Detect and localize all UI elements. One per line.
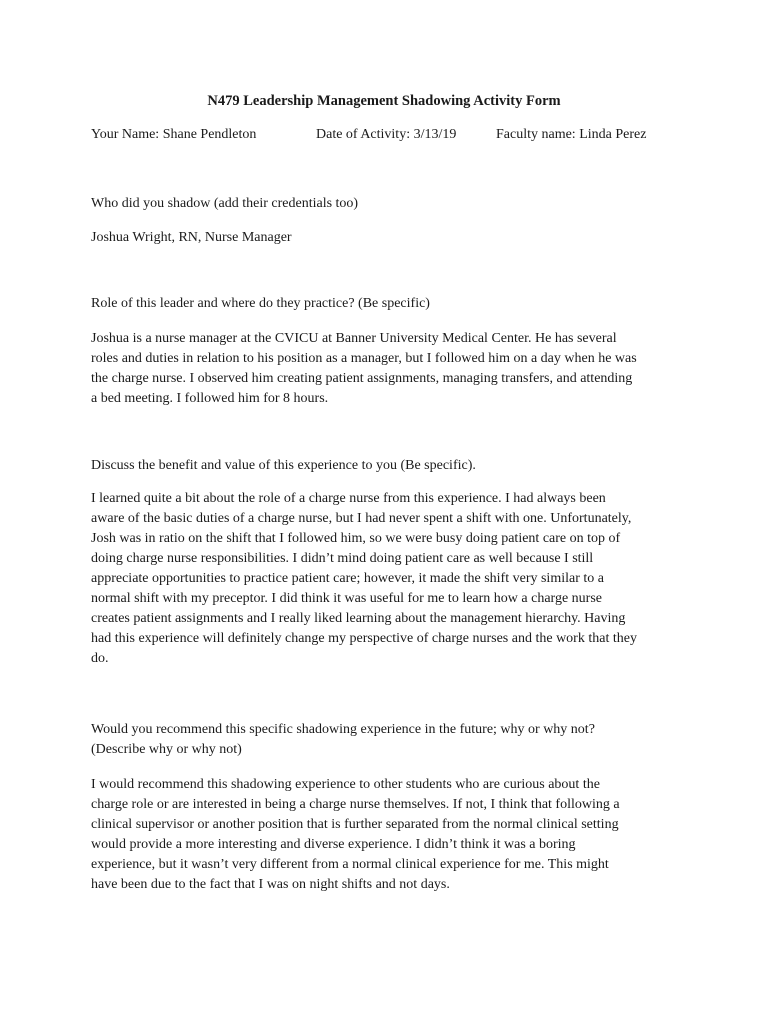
question-line: Who did you shadow (add their credentials too) <box>91 196 359 211</box>
question-line: Role of this leader and where do they practice? (Be specific) <box>91 296 430 311</box>
answer-recommend-experience <box>91 775 691 895</box>
answer-line: normal shift with my preceptor. I did think it was useful for me to learn how a charge nurse <box>91 591 602 606</box>
answer-line: have been due to the fact that I was on night shifts and not days. <box>91 877 450 892</box>
your-name-field: Your Name: Shane Pendleton <box>91 127 257 142</box>
answer-line: experience, but it wasn’t very different from a normal clinical experience for me. This might <box>91 857 609 872</box>
answer-line: the charge nurse. I observed him creating patient assignments, managing transfers, and attending <box>91 371 633 386</box>
answer-line: aware of the basic duties of a charge nurse, but I had never spent a shift with one. Unfortunately, <box>91 511 632 526</box>
answer-line: doing charge nurse responsibilities. I didn’t mind doing patient care as well because I still <box>91 551 594 566</box>
answer-line: charge role or are interested in being a charge nurse themselves. If not, I think that following a <box>91 797 620 812</box>
answer-line: a bed meeting. I followed him for 8 hours. <box>91 391 329 406</box>
answer-line: appreciate opportunities to practice patient care; however, it made the shift very similar to a <box>91 571 604 586</box>
answer-line: clinical supervisor or another position that is further separated from the normal clinical setting <box>91 817 619 832</box>
answer-line: do. <box>91 651 109 666</box>
answer-role-of-leader <box>91 329 691 409</box>
question-benefit-and-value <box>91 456 691 476</box>
answer-line: Joshua is a nurse manager at the CVICU at Banner University Medical Center. He has several <box>91 331 617 346</box>
question-line: (Describe why or why not) <box>91 742 242 757</box>
date-of-activity-field: Date of Activity: 3/13/19 <box>316 127 457 142</box>
question-who-shadowed <box>91 194 691 214</box>
answer-line: Joshua Wright, RN, Nurse Manager <box>91 230 292 245</box>
answer-line: I learned quite a bit about the role of a charge nurse from this experience. I had always been <box>91 491 606 506</box>
question-line: Discuss the benefit and value of this experience to you (Be specific). <box>91 458 476 473</box>
answer-who-shadowed <box>91 228 691 248</box>
answer-line: roles and duties in relation to his position as a manager, but I followed him on a day when he was <box>91 351 637 366</box>
answer-benefit-and-value <box>91 489 691 669</box>
answer-line: had this experience will definitely change my perspective of charge nurses and the work that they <box>91 631 637 646</box>
form-title: N479 Leadership Management Shadowing Activity Form <box>207 93 561 109</box>
question-recommend-experience <box>91 720 691 760</box>
question-line: Would you recommend this specific shadowing experience in the future; why or why not? <box>91 722 595 737</box>
answer-line: Josh was in ratio on the shift that I followed him, so we were busy doing patient care on top of <box>91 531 621 546</box>
answer-line: would provide a more interesting and diverse experience. I didn’t think it was a boring <box>91 837 576 852</box>
faculty-name-field: Faculty name: Linda Perez <box>496 127 647 142</box>
answer-line: creates patient assignments and I really liked learning about the management hierarchy. Having <box>91 611 626 626</box>
question-role-of-leader <box>91 294 691 314</box>
answer-line: I would recommend this shadowing experience to other students who are curious about the <box>91 777 600 792</box>
